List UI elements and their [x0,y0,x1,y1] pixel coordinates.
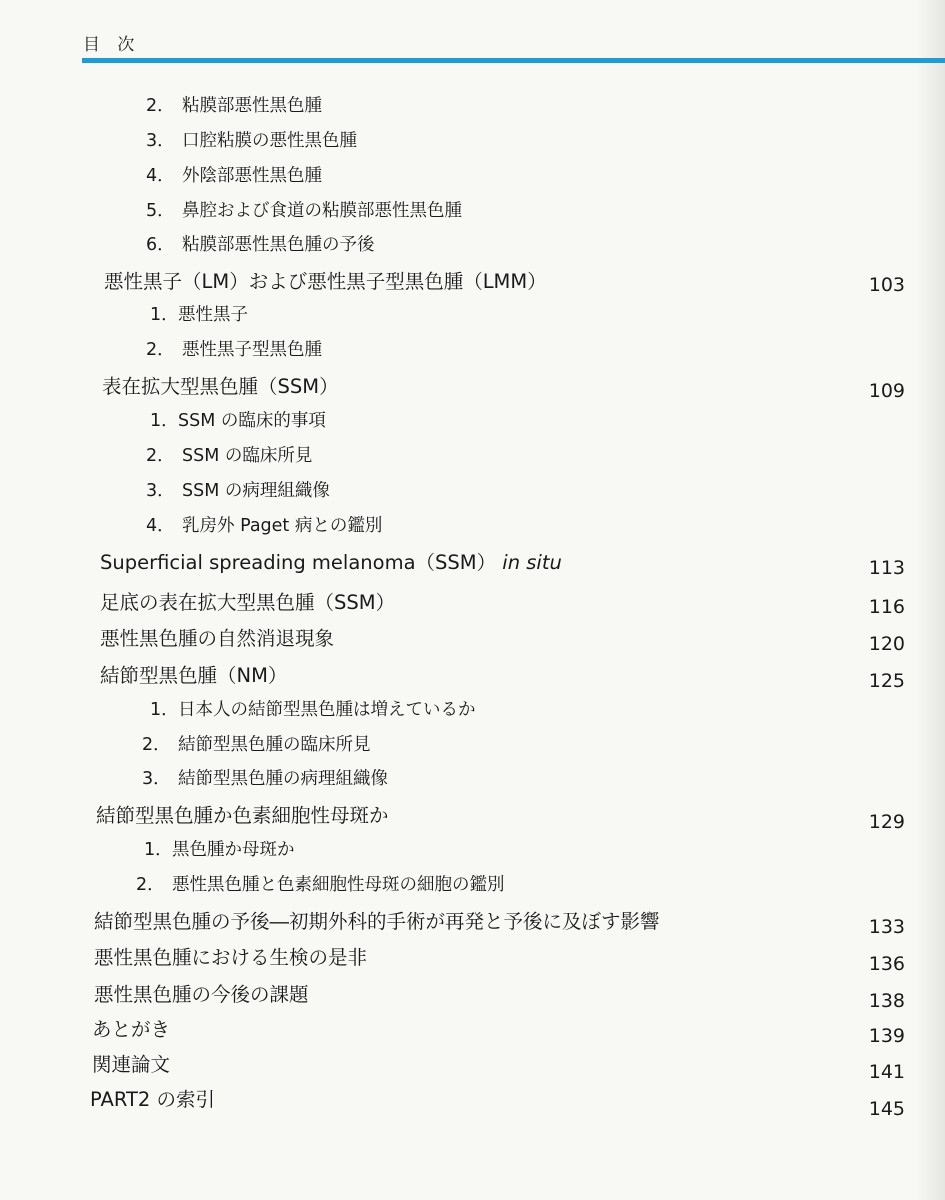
toc-entry-text: 結節型黒色腫（NM） [100,664,288,687]
toc-sub-entry [142,765,388,790]
toc-sub-entry [150,301,248,326]
header-title: 目 次 [83,35,141,55]
toc-entry-number: 1． [150,700,179,720]
toc-entry-text: 結節型黒色腫の臨床所見 [178,735,371,755]
toc-main-entry [94,942,367,970]
toc-page-number: 103 [868,274,905,296]
toc-entry-number: 2． [142,735,171,755]
toc-entry-text: 悪性黒子型黒色腫 [182,340,322,360]
toc-main-entry [92,1049,170,1077]
toc-sub-entry [146,336,322,361]
toc-entry-text: 悪性黒色腫の今後の課題 [94,983,309,1006]
toc-entry-text: 結節型黒色腫か色素細胞性母斑か [96,804,389,827]
toc-entry-number: 5． [146,201,175,221]
toc-entry-italic: in situ [502,551,562,574]
toc-entry-number: 2． [146,340,175,360]
toc-entry-number: 1． [150,305,179,325]
toc-entry-text: 表在拡大型黒色腫（SSM） [102,375,339,398]
toc-page-number: 136 [868,953,905,975]
toc-sub-entry [146,477,330,502]
toc-main-entry [100,547,562,575]
toc-entry-number: 6． [146,235,175,255]
toc-sub-entry [146,442,312,467]
toc-page-number: 116 [868,596,905,618]
toc-entry-number: 3． [142,769,171,789]
toc-entry-number: 3． [146,481,175,501]
toc-entry-text: 黒色腫か母斑か [172,840,295,860]
toc-page-number: 141 [868,1061,905,1083]
toc-entry-number: 1． [150,411,179,431]
toc-entry-text: 粘膜部悪性黒色腫の予後 [182,235,375,255]
toc-entry-text: 関連論文 [92,1053,171,1076]
toc-sub-entry [146,127,357,152]
toc-page-number: 138 [868,990,905,1012]
toc-entry-text: 日本人の結節型黒色腫は増えているか [178,700,476,720]
toc-page-number: 145 [868,1098,905,1120]
toc-main-entry [104,266,547,294]
toc-entry-number: 2． [146,96,175,116]
toc-entry-text: SSM の臨床的事項 [178,411,326,431]
toc-main-entry [92,1014,170,1042]
toc-entry-number: 2． [146,446,175,466]
toc-sub-entry [150,407,326,432]
toc-sub-entry [146,197,462,222]
toc-sub-entry [150,696,476,721]
toc-main-entry [100,587,395,615]
toc-entry-text: SSM の臨床所見 [182,446,313,466]
toc-main-entry [100,660,287,688]
toc-entry-text: 結節型黒色腫の病理組織像 [178,769,388,789]
toc-entry-text: 結節型黒色腫の予後―初期外科的手術が再発と予後に及ぼす影響 [94,910,660,933]
toc-entry-text: SSM の病理組織像 [182,481,330,501]
toc-page-number: 139 [868,1025,905,1047]
toc-entry-number: 2． [136,875,165,895]
toc-entry-text: 粘膜部悪性黒色腫 [182,96,322,116]
toc-main-entry [102,371,339,399]
toc-entry-number: 3． [146,131,175,151]
toc-page-number: 125 [868,670,905,692]
toc-entry-number: 1． [144,840,173,860]
toc-sub-entry [142,731,371,756]
toc-page-number: 120 [868,633,905,655]
toc-sub-entry [146,92,322,117]
toc-main-entry [100,623,334,651]
toc-page-number: 109 [868,380,905,402]
toc-entry-text: 口腔粘膜の悪性黒色腫 [182,131,357,151]
toc-main-entry [96,800,389,828]
toc-entry-text: 足底の表在拡大型黒色腫（SSM） [100,591,396,614]
toc-main-entry [90,1084,215,1112]
toc-sub-entry [146,231,375,256]
toc-entry-text: 悪性黒色腫における生検の是非 [94,946,368,969]
toc-entry-number: 4． [146,166,175,186]
toc-page-number: 113 [868,557,905,579]
toc-entry-text: Superficial spreading melanoma（SSM） [100,551,497,574]
toc-sub-entry [146,162,322,187]
toc-sub-entry [144,836,295,861]
toc-entry-text: 鼻腔および食道の粘膜部悪性黒色腫 [182,201,462,221]
toc-entry-text: 外陰部悪性黒色腫 [182,166,322,186]
toc-entry-text: あとがき [92,1018,171,1041]
toc-entry-text: 悪性黒色腫の自然消退現象 [100,627,335,650]
toc-entry-text: PART2 の索引 [90,1088,215,1111]
toc-entry-text: 乳房外 Paget 病との鑑別 [182,516,383,536]
toc-sub-entry [136,871,505,896]
toc-main-entry [94,979,309,1007]
toc-main-entry [94,906,660,934]
toc-entry-number: 4． [146,516,175,536]
toc-entry-text: 悪性黒子（LM）および悪性黒子型黒色腫（LMM） [104,270,547,293]
toc-page-number: 129 [868,811,905,833]
toc-entry-text: 悪性黒色腫と色素細胞性母斑の細胞の鑑別 [172,875,505,895]
toc-entry-text: 悪性黒子 [178,305,248,325]
toc-sub-entry [146,512,382,537]
toc-page-number: 133 [868,916,905,938]
